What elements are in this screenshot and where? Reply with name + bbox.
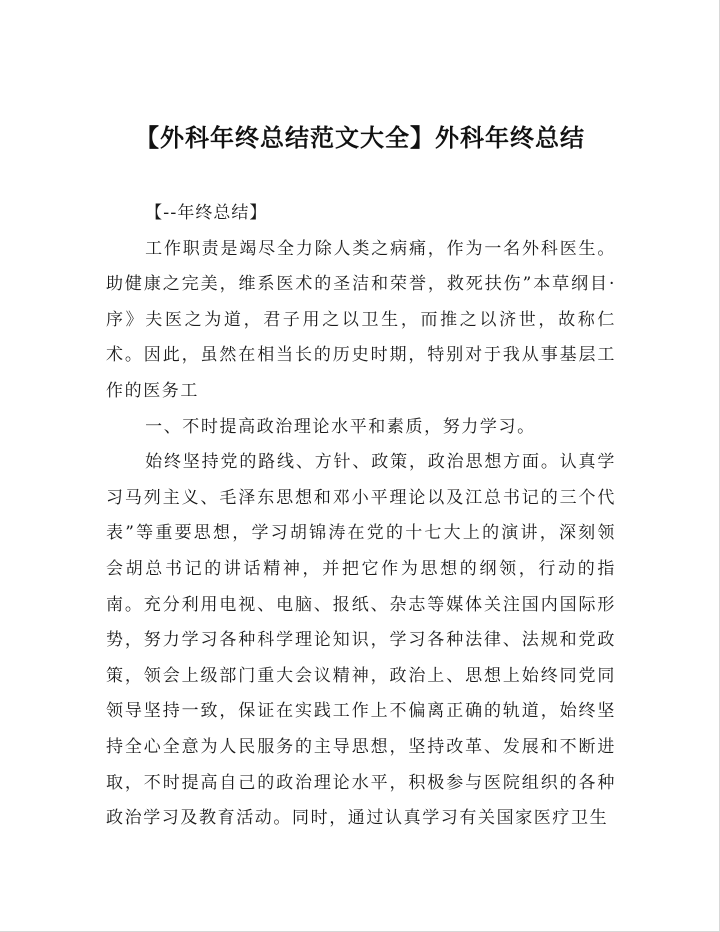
- section-tag: 【--年终总结】: [145, 203, 268, 223]
- document-body: [106, 196, 616, 837]
- section-heading-1: 一、不时提高政治理论水平和素质，努力学习。: [145, 416, 536, 437]
- paragraph-political-study: 始终坚持党的路线、方针、政策，政治思想方面。认真学习马列主义、毛泽东思想和邓小平理论以及江总书记的三个代表”等重要思想，学习胡锦涛在党的十七大上的演讲，深刻领会胡总书记的讲话精神，并把它作为思想的纲领，行动的指南。充分利用电视、电脑、报纸、杂志等媒体关注国内国际形势，努力学习各种科学理论知识，学习各种法律、法规和党政策，领会上级部门重大会议精神，政治上、思想上始终同党同领导坚持一致，保证在实践工作上不偏离正确的轨道，始终坚持全心全意为人民服务的主导思想，坚持改革、发展和不断进取，不时提高自己的政治理论水平，积极参与医院组织的各种政治学习及教育活动。同时，通过认真学习有关国家医疗卫生: [106, 452, 616, 829]
- page-title: 【外科年终总结范文大全】外科年终总结: [135, 124, 585, 152]
- paragraph-duties: 工作职责是竭尽全力除人类之病痛，作为一名外科医生。助健康之完美，维系医术的圣洁和荣誉，救死扶伤”本草纲目·序》夫医之为道，君子用之以卫生，而推之以济世，故称仁术。因此，虽然在相当长的历史时期，特别对于我从事基层工作的医务工: [106, 238, 616, 401]
